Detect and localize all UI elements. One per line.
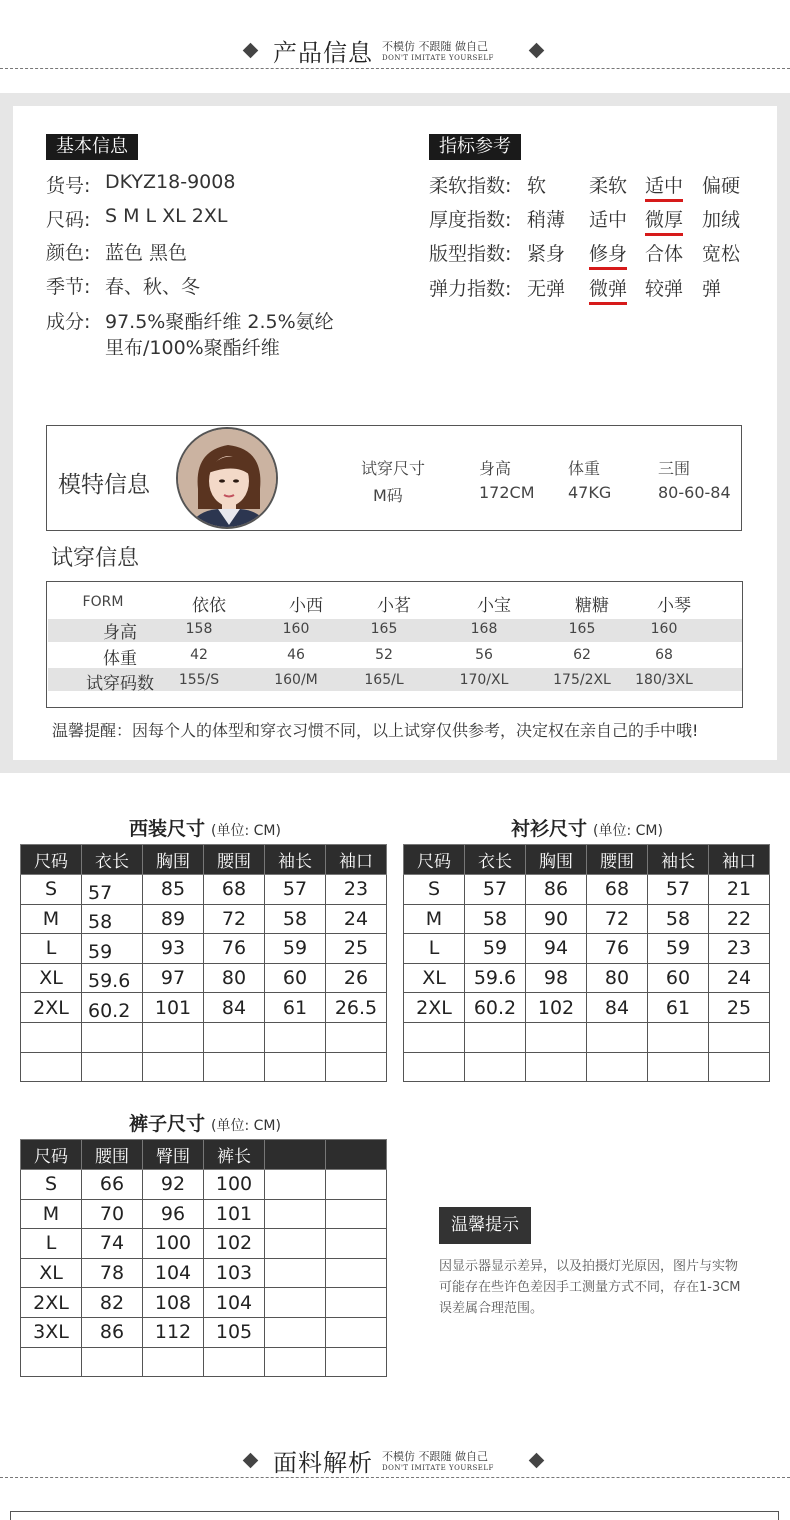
suit-size-table [20,844,387,1082]
shirt-title-text: 衬衫尺寸 [511,818,588,840]
table-cell [265,1170,326,1200]
table-cell: 58 [265,904,326,934]
table-cell [404,1052,465,1082]
index-option: 无弹 [527,278,566,300]
basic-label: 颜色: [46,242,91,264]
table-row [404,993,770,1023]
suit-title-text: 西装尺寸 [129,818,206,840]
table-cell: 57 [265,875,326,905]
table-cell: 78 [82,1258,143,1288]
table-header-row [404,845,770,875]
table-cell: 76 [587,934,648,964]
table-header-cell: 尺码 [21,1140,82,1170]
trial-row-label: 试穿码数 [86,674,154,694]
table-cell: 84 [587,993,648,1023]
model-stat-label: 体重 [568,459,601,478]
model-stat-label: 身高 [479,459,512,478]
table-cell: 60 [648,963,709,993]
table-cell [326,1347,387,1377]
table-cell: 59.6 [465,963,526,993]
table-cell: 60.2 [82,993,143,1023]
index-label: 版型指数: [429,243,512,265]
table-cell [265,1258,326,1288]
index-option: 偏硬 [702,175,741,197]
pants-size-title [129,1109,281,1136]
trial-cell: 168 [470,621,498,637]
table-header-row [21,845,387,875]
divider [0,68,790,69]
trial-cell: 160/M [274,672,318,688]
composition-line2: 里布/100%聚酯纤维 [105,337,280,359]
table-cell [21,1022,82,1052]
section-title: 面料解析 [273,1449,373,1477]
trial-info-title: 试穿信息 [51,546,140,571]
trial-cell: 42 [190,647,208,663]
suit-size-title [129,814,281,841]
table-header-row [21,1140,387,1170]
table-cell: 72 [587,904,648,934]
table-cell [265,1347,326,1377]
trial-cell: 68 [655,647,673,663]
table-cell: 24 [326,904,387,934]
table-row [404,963,770,993]
pants-title-text: 裤子尺寸 [129,1113,206,1135]
table-cell [82,1052,143,1082]
table-row [21,1022,387,1052]
index-option: 稍薄 [527,209,566,231]
table-cell: 84 [204,993,265,1023]
table-cell [204,1347,265,1377]
index-option: 软 [527,175,547,197]
index-option: 紧身 [527,243,566,265]
table-cell: 2XL [404,993,465,1023]
model-stat-value: 47KG [568,483,612,502]
model-stat-label: 三围 [658,459,691,478]
table-cell: 86 [526,875,587,905]
table-cell [326,1229,387,1259]
trial-cell: 160 [282,621,310,637]
table-cell [143,1052,204,1082]
table-cell: 2XL [21,1288,82,1318]
basic-value: 春、秋、冬 [105,276,201,298]
table-cell: 58 [82,904,143,934]
table-cell: 59 [265,934,326,964]
model-stat-value: 80-60-84 [658,483,731,502]
table-cell [265,1199,326,1229]
table-cell: 89 [143,904,204,934]
table-cell [204,1022,265,1052]
table-row [21,1347,387,1377]
table-cell: 26.5 [326,993,387,1023]
index-option: 弹 [702,278,722,300]
table-cell: 59 [82,934,143,964]
table-header-cell: 腰围 [82,1140,143,1170]
table-header-cell: 尺码 [21,845,82,875]
table-cell [404,1022,465,1052]
table-cell: 22 [709,904,770,934]
fabric-box-edge [10,1511,779,1520]
table-cell: L [21,1229,82,1259]
table-cell [265,1022,326,1052]
model-avatar [176,427,278,529]
table-header-cell: 袖口 [709,845,770,875]
table-cell: 105 [204,1317,265,1347]
table-cell [526,1052,587,1082]
table-cell: 66 [82,1170,143,1200]
basic-value: S M L XL 2XL [105,205,228,227]
table-header-cell: 裤长 [204,1140,265,1170]
table-header-cell: 臀围 [143,1140,204,1170]
table-cell: 61 [265,993,326,1023]
table-header-cell: 衣长 [465,845,526,875]
table-row [404,1022,770,1052]
section-subtitle-cn: 不模仿 不跟随 做自己 [382,1450,488,1463]
table-cell: XL [404,963,465,993]
table-cell [265,1229,326,1259]
table-cell [648,1052,709,1082]
table-row [21,1258,387,1288]
table-cell [326,1288,387,1318]
table-row [21,1052,387,1082]
table-cell: 61 [648,993,709,1023]
table-cell: 76 [204,934,265,964]
table-cell: 108 [143,1288,204,1318]
table-cell: S [404,875,465,905]
table-cell [326,1317,387,1347]
table-cell: 92 [143,1170,204,1200]
table-cell: 57 [82,875,143,905]
section-subtitle-en: DON'T IMITATE YOURSELF [382,54,494,62]
trial-cell: 56 [475,647,493,663]
table-cell [326,1199,387,1229]
table-cell [265,1052,326,1082]
table-row [21,963,387,993]
table-cell [465,1022,526,1052]
tips-line: 可能存在些许色差因手工测量方式不同，存在1-3CM [439,1280,741,1295]
basic-label: 尺码: [46,209,91,231]
pants-unit: (单位: CM) [211,1118,281,1134]
index-option: 柔软 [589,175,628,197]
table-cell: 101 [143,993,204,1023]
table-cell: 94 [526,934,587,964]
table-header-cell [326,1140,387,1170]
table-cell: 74 [82,1229,143,1259]
table-cell: 100 [204,1170,265,1200]
section-subtitle-en: DON'T IMITATE YOURSELF [382,1464,494,1472]
table-header-cell: 腰围 [587,845,648,875]
tips-line: 误差属合理范围。 [439,1301,544,1316]
table-cell [143,1022,204,1052]
table-cell: 58 [648,904,709,934]
table-cell: 80 [204,963,265,993]
table-cell: 68 [204,875,265,905]
index-option: 宽松 [702,243,741,265]
basic-value: DKYZ18-9008 [105,171,236,193]
table-cell: 96 [143,1199,204,1229]
table-header-cell: 袖口 [326,845,387,875]
trial-name: 小西 [289,596,323,616]
table-row [21,1317,387,1347]
table-row [21,993,387,1023]
table-row [21,1229,387,1259]
table-header-cell: 袖长 [648,845,709,875]
table-cell [465,1052,526,1082]
trial-name: 糖糖 [575,596,609,616]
table-cell: 98 [526,963,587,993]
table-cell: 90 [526,904,587,934]
table-cell: 25 [709,993,770,1023]
tips-tag: 温馨提示 [439,1207,531,1244]
tips-line: 因显示器显示差异，以及拍摄灯光原因，图片与实物 [439,1259,739,1274]
trial-cell: 165 [370,621,398,637]
table-cell [587,1052,648,1082]
index-option: 合体 [645,243,684,265]
shirt-unit: (单位: CM) [593,823,663,839]
basic-value: 97.5%聚酯纤维 2.5%氨纶 [105,311,334,333]
table-cell [143,1347,204,1377]
table-cell: 85 [143,875,204,905]
table-cell [82,1347,143,1377]
model-stat-value: M码 [373,486,403,505]
index-ref-tag: 指标参考 [429,134,521,160]
trial-cell: 170/XL [459,672,509,688]
table-cell: 82 [82,1288,143,1318]
trial-name: 小茗 [377,596,411,616]
table-cell: 104 [204,1288,265,1318]
table-cell: 58 [465,904,526,934]
table-cell: M [21,1199,82,1229]
table-cell [326,1022,387,1052]
table-cell: S [21,875,82,905]
trial-cell: 165/L [364,672,404,688]
index-label: 弹力指数: [429,278,512,300]
shirt-size-title [511,814,663,841]
table-row [404,1052,770,1082]
table-cell: 57 [465,875,526,905]
table-cell: 59 [648,934,709,964]
trial-cell: 46 [287,647,305,663]
table-cell: XL [21,1258,82,1288]
model-stat-value: 172CM [479,483,535,502]
table-cell: 23 [326,875,387,905]
table-cell: 59.6 [82,963,143,993]
table-cell: 60.2 [465,993,526,1023]
trial-name: 小琴 [657,596,691,616]
trial-cell: 180/3XL [635,672,693,688]
trial-cell: 62 [573,647,591,663]
table-cell: 21 [709,875,770,905]
diamond-left-icon [243,43,259,59]
table-cell: 24 [709,963,770,993]
diamond-right-icon [529,43,545,59]
index-label: 厚度指数: [429,209,512,231]
table-cell: L [21,934,82,964]
table-cell: 25 [326,934,387,964]
table-header-cell: 胸围 [526,845,587,875]
model-info-title: 模特信息 [58,472,150,498]
table-cell: 57 [648,875,709,905]
table-cell [326,1052,387,1082]
table-cell [204,1052,265,1082]
table-cell [526,1022,587,1052]
table-row [404,934,770,964]
index-label: 柔软指数: [429,175,512,197]
table-header-cell: 尺码 [404,845,465,875]
diamond-right-icon [529,1453,545,1469]
table-header-cell: 衣长 [82,845,143,875]
table-cell: 80 [587,963,648,993]
table-cell: 23 [709,934,770,964]
table-row [404,904,770,934]
table-row [21,1199,387,1229]
shirt-size-table [403,844,770,1082]
section-subtitle-cn: 不模仿 不跟随 做自己 [382,40,488,53]
table-cell: 101 [204,1199,265,1229]
suit-unit: (单位: CM) [211,823,281,839]
trial-row-label: 体重 [103,649,137,669]
table-cell [82,1022,143,1052]
table-cell: 68 [587,875,648,905]
table-cell: 59 [465,934,526,964]
trial-cell: 165 [568,621,596,637]
table-cell: S [21,1170,82,1200]
table-cell: 102 [204,1229,265,1259]
table-cell: 70 [82,1199,143,1229]
table-header-cell: 胸围 [143,845,204,875]
trial-form-label: FORM [82,594,124,610]
model-stat-label: 试穿尺寸 [361,459,426,478]
table-row [21,904,387,934]
section-title: 产品信息 [273,39,373,67]
table-cell [709,1022,770,1052]
table-cell: 97 [143,963,204,993]
table-cell [648,1022,709,1052]
table-cell: 2XL [21,993,82,1023]
table-cell [265,1317,326,1347]
table-cell: 26 [326,963,387,993]
table-cell: 112 [143,1317,204,1347]
basic-label: 货号: [46,175,91,197]
table-cell: 72 [204,904,265,934]
divider [0,1477,790,1478]
table-header-cell: 腰围 [204,845,265,875]
basic-value: 蓝色 黑色 [105,242,188,264]
table-cell: M [404,904,465,934]
table-cell [21,1347,82,1377]
index-option-selected: 微厚 [645,205,683,236]
index-option-selected: 修身 [589,239,627,270]
trial-name: 依依 [192,596,226,616]
trial-cell: 155/S [178,672,220,688]
table-row [21,934,387,964]
table-cell: M [21,904,82,934]
index-option: 较弹 [645,278,684,300]
table-cell [587,1022,648,1052]
index-option-selected: 适中 [645,171,683,202]
index-option-selected: 微弹 [589,274,627,305]
table-cell: 93 [143,934,204,964]
trial-cell: 160 [650,621,678,637]
table-cell: 3XL [21,1317,82,1347]
basic-info-tag: 基本信息 [46,134,138,160]
table-header-cell: 袖长 [265,845,326,875]
table-cell [326,1170,387,1200]
trial-name: 小宝 [477,596,511,616]
table-row [21,1288,387,1318]
table-cell: 100 [143,1229,204,1259]
basic-label: 季节: [46,276,91,298]
trial-cell: 52 [375,647,393,663]
table-cell: 104 [143,1258,204,1288]
table-cell: 60 [265,963,326,993]
trial-cell: 158 [185,621,213,637]
table-cell: 103 [204,1258,265,1288]
table-cell [326,1258,387,1288]
trial-notice: 温馨提醒：因每个人的体型和穿衣习惯不同，以上试穿仅供参考，决定权在亲自己的手中哦! [52,721,699,740]
table-cell [265,1288,326,1318]
index-option: 适中 [589,209,628,231]
table-cell [21,1052,82,1082]
table-cell: XL [21,963,82,993]
trial-row-label: 身高 [103,623,137,643]
trial-cell: 175/2XL [553,672,611,688]
table-row [21,875,387,905]
index-option: 加绒 [702,209,741,231]
basic-label: 成分: [46,311,91,333]
table-row [21,1170,387,1200]
table-cell: L [404,934,465,964]
table-header-cell [265,1140,326,1170]
diamond-left-icon [243,1453,259,1469]
table-cell: 102 [526,993,587,1023]
table-cell [709,1052,770,1082]
table-row [404,875,770,905]
pants-size-table [20,1139,387,1377]
table-cell: 86 [82,1317,143,1347]
